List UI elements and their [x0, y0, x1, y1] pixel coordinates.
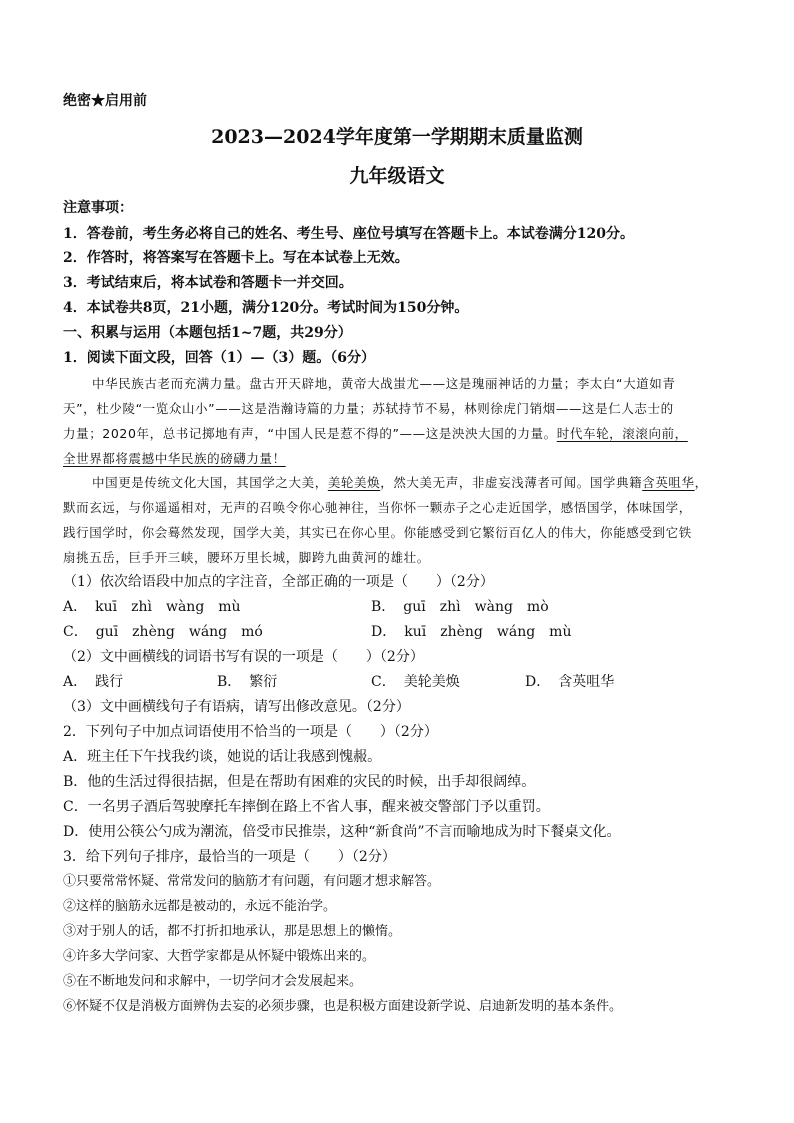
- option-label: B．: [217, 674, 242, 690]
- note-item: 1．答卷前，考生务必将自己的姓名、考生号、座位号填写在答题卡上。本试卷满分120分。: [63, 226, 634, 242]
- underlined-word: 含英咀华: [642, 475, 695, 490]
- exam-title: 2023—2024学年度第一学期期末质量监测: [211, 126, 583, 148]
- sub-question: （2）文中画横线的词语书写有误的一项是（ ）（2分）: [63, 649, 424, 665]
- option-text: 含英咀华: [558, 674, 615, 690]
- answer-option-c: [63, 623, 263, 641]
- answer-option-d: [525, 673, 614, 691]
- passage-text: ，然大美无声，非虚妄浅薄者可闻。国学典籍: [380, 475, 643, 490]
- option-label: C．: [63, 624, 88, 640]
- question-2-stem: 2．下列句子中加点词语使用不恰当的一项是（ ）（2分）: [63, 724, 438, 740]
- sentence-item: ⑥怀疑不仅是消极方面辨伪去妄的必须步骤，也是积极方面建设新学说、启迪新发明的基本条件。: [63, 999, 623, 1014]
- option-text: guī zhèng wáng mó: [95, 624, 263, 640]
- underlined-sentence: 时代车轮，滚滚向前，: [556, 426, 688, 441]
- passage-line: 践行国学时，你会蓦然发现，国学大美，其实已在你心里。你能感受到它繁衍百亿人的伟大，你能感受到它铁: [63, 525, 692, 540]
- passage-line: [63, 425, 688, 443]
- option-label: B．: [371, 599, 396, 615]
- sentence-item: ①只要常常怀疑、常常发问的脑筋才有问题，有问题才想求解答。: [63, 874, 441, 889]
- answer-option-d: [371, 623, 571, 641]
- answer-option-d: D．使用公筷公勺成为潮流，倍受市民推崇，这种“新食尚”不言而喻地成为时下餐桌文化。: [63, 824, 621, 840]
- section-heading: 一、积累与运用（本题包括1~7题，共29分）: [63, 325, 352, 341]
- option-label: D．: [525, 674, 551, 690]
- underlined-word: 美轮美焕: [327, 475, 381, 490]
- option-label: D．: [371, 624, 397, 640]
- sub-question: （1）依次给语段中加点的字注音，全部正确的一项是（ ）（2分）: [63, 574, 494, 590]
- option-text: kuī zhì wàng mù: [95, 599, 241, 615]
- passage-line: 中华民族古老而充满力量。盘古开天辟地，黄帝大战蚩尤——这是瑰丽神话的力量；李太白“大道如青: [92, 376, 676, 391]
- answer-option-c: [371, 673, 460, 691]
- sentence-item: ⑤在不断地发问和求解中，一切学问才会发展起来。: [63, 974, 363, 989]
- answer-option-a: [63, 673, 123, 691]
- sentence-item: ②这样的脑筋永远都是被动的，永远不能治学。: [63, 899, 337, 914]
- option-label: A．: [63, 674, 88, 690]
- question-1-stem: 1．阅读下面文段，回答（1）—（3）题。（6分）: [63, 350, 375, 366]
- passage-line: 默而玄远，与你遥遥相对，无声的召唤令你心驰神往，当你怀一颗赤子之心走近国学，感悟国学，体味国学，: [63, 500, 692, 515]
- answer-option-a: A．班主任下午找我约谈，她说的话让我感到愧赧。: [63, 749, 382, 765]
- confidential-label: 绝密★启用前: [63, 93, 147, 109]
- answer-option-b: [371, 598, 549, 616]
- note-item: 4．本试卷共8页，21小题，满分120分。考试时间为150分钟。: [63, 300, 469, 316]
- option-text: kuī zhèng wáng mù: [404, 624, 572, 640]
- answer-option-b: B．他的生活过得很拮据，但是在帮助有困难的灾民的时候，出手却很阔绰。: [63, 774, 536, 790]
- passage-text: 中国更是传统文化大国，其国学之大美，: [92, 475, 328, 490]
- sub-question: （3）文中画横线句子有语病，请写出修改意见。（2分）: [63, 699, 410, 715]
- answer-option-b: [217, 673, 277, 691]
- question-3-stem: 3．给下列句子排序，最恰当的一项是（ ）（2分）: [63, 849, 396, 865]
- option-text: 践行: [95, 674, 124, 690]
- sentence-item: ④许多大学问家、大哲学家都是从怀疑中锻炼出来的。: [63, 949, 376, 964]
- passage-line: 扇挑五岳，巨手开三峡，腰环万里长城，脚跨九曲黄河的雄壮。: [63, 550, 430, 565]
- notes-heading: 注意事项：: [63, 200, 133, 216]
- note-item: 3．考试结束后，将本试卷和答题卡一并交回。: [63, 275, 353, 291]
- option-text: 繁衍: [249, 674, 278, 690]
- exam-subtitle: 九年级语文: [349, 165, 445, 187]
- sentence-item: ③对于别人的话，都不打折扣地承认，那是思想上的懒惰。: [63, 924, 402, 939]
- option-text: 美轮美焕: [403, 674, 460, 690]
- passage-line: 天”，杜少陵“一览众山小”——这是浩瀚诗篇的力量；苏轼持节不易，林则徐虎门销烟——这是仁人志士的: [63, 401, 674, 416]
- option-label: C．: [371, 674, 396, 690]
- underlined-sentence: 全世界都将震撼中华民族的磅礴力量！: [63, 451, 286, 466]
- note-item: 2．作答时，将答案写在答题卡上。写在本试卷上无效。: [63, 250, 409, 266]
- option-text: guī zhì wàng mò: [403, 599, 549, 615]
- answer-option-a: [63, 598, 241, 616]
- passage-line: [92, 474, 708, 492]
- passage-text: 力量；2020年，总书记掷地有声，“中国人民是惹不得的”——这是泱泱大国的力量。: [63, 426, 557, 441]
- option-label: A．: [63, 599, 88, 615]
- passage-text: ，: [694, 475, 708, 490]
- answer-option-c: C．一名男子酒后驾驶摩托车摔倒在路上不省人事，醒来被交警部门予以重罚。: [63, 799, 550, 815]
